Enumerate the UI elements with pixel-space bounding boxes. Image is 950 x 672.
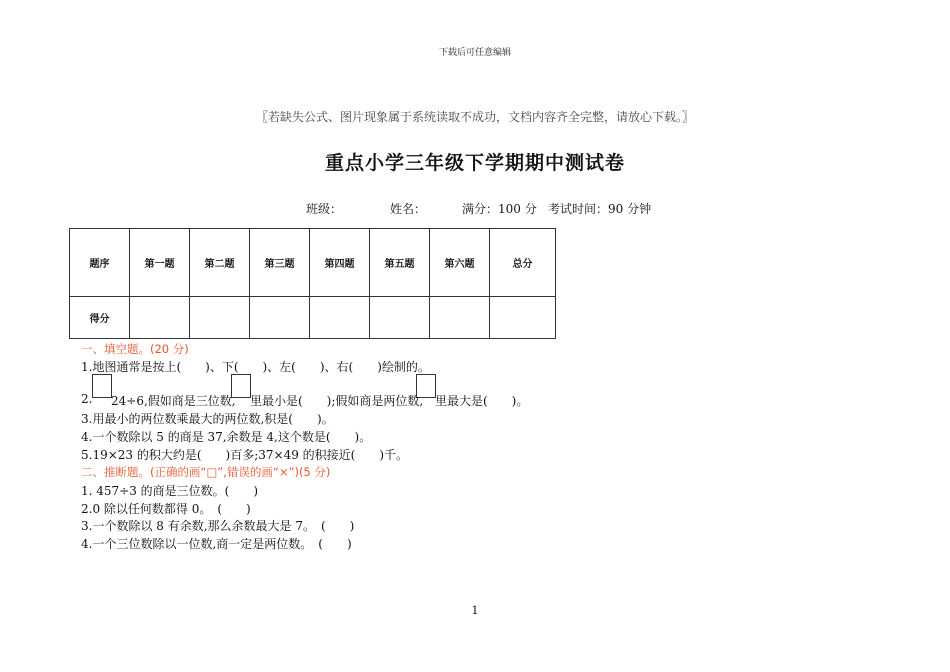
- score-table-header-row: [70, 229, 556, 297]
- name-label: 姓名：: [390, 202, 427, 216]
- question-1-1: 1.地图通常是按上( )、下( )、左( )、右( )绘制的。: [81, 360, 430, 374]
- question-1-2-number: 2.: [81, 392, 93, 406]
- score-cell[interactable]: [370, 297, 430, 339]
- score-table: [69, 228, 556, 339]
- question-1-2-part-a: 24÷6,假如商是三位数,: [111, 394, 236, 408]
- score-cell[interactable]: [430, 297, 490, 339]
- question-2-3: 3.一个数除以 8 有余数,那么余数最大是 7。 ( ): [81, 519, 355, 533]
- full-score: 满分：100 分: [462, 202, 537, 216]
- score-cell[interactable]: [250, 297, 310, 339]
- exam-time: 考试时间：90 分钟: [548, 202, 652, 216]
- header-note: 下载后可任意编辑: [438, 48, 511, 58]
- question-1-2-part-c: 里最大是( )。: [435, 394, 529, 408]
- score-table-score-row: [70, 297, 556, 339]
- score-header-cell: 总分: [490, 229, 556, 297]
- score-row-label: 得分: [70, 297, 130, 339]
- score-header-cell: 第六题: [430, 229, 490, 297]
- score-cell[interactable]: [490, 297, 556, 339]
- score-header-cell: 题序: [70, 229, 130, 297]
- score-cell[interactable]: [130, 297, 190, 339]
- page-number: 1: [471, 604, 479, 617]
- score-header-cell: 第三题: [250, 229, 310, 297]
- question-1-2-part-b: 里最小是( );假如商是两位数,: [250, 394, 424, 408]
- question-2-1: 1. 457÷3 的商是三位数。( ): [81, 484, 259, 498]
- question-1-5: 5.19×23 的积大约是( )百多;37×49 的积接近( )千。: [81, 448, 409, 462]
- question-1-4: 4.一个数除以 5 的商是 37,余数是 4,这个数是( )。: [81, 430, 372, 444]
- score-header-cell: 第四题: [310, 229, 370, 297]
- section-1-heading: 一、填空题。(20 分): [81, 342, 189, 356]
- page-title: 重点小学三年级下学期期中测试卷: [324, 152, 625, 174]
- score-header-cell: 第二题: [190, 229, 250, 297]
- question-2-4: 4.一个三位数除以一位数,商一定是两位数。 ( ): [81, 537, 352, 551]
- question-2-2: 2.0 除以任何数都得 0。 ( ): [81, 502, 251, 516]
- blank-box[interactable]: [92, 374, 112, 398]
- score-cell[interactable]: [310, 297, 370, 339]
- score-header-cell: 第五题: [370, 229, 430, 297]
- score-cell[interactable]: [190, 297, 250, 339]
- score-header-cell: 第一题: [130, 229, 190, 297]
- question-1-3: 3.用最小的两位数乘最大的两位数,积是( )。: [81, 412, 334, 426]
- download-notice: 〖若缺失公式、图片现象属于系统读取不成功，文档内容齐全完整，请放心下载。〗: [255, 110, 694, 124]
- section-2-heading: 二、推断题。(正确的画“□”,错误的画“×”)(5 分): [81, 465, 331, 479]
- exam-info-line: [306, 200, 651, 217]
- class-label: 班级：: [306, 202, 343, 216]
